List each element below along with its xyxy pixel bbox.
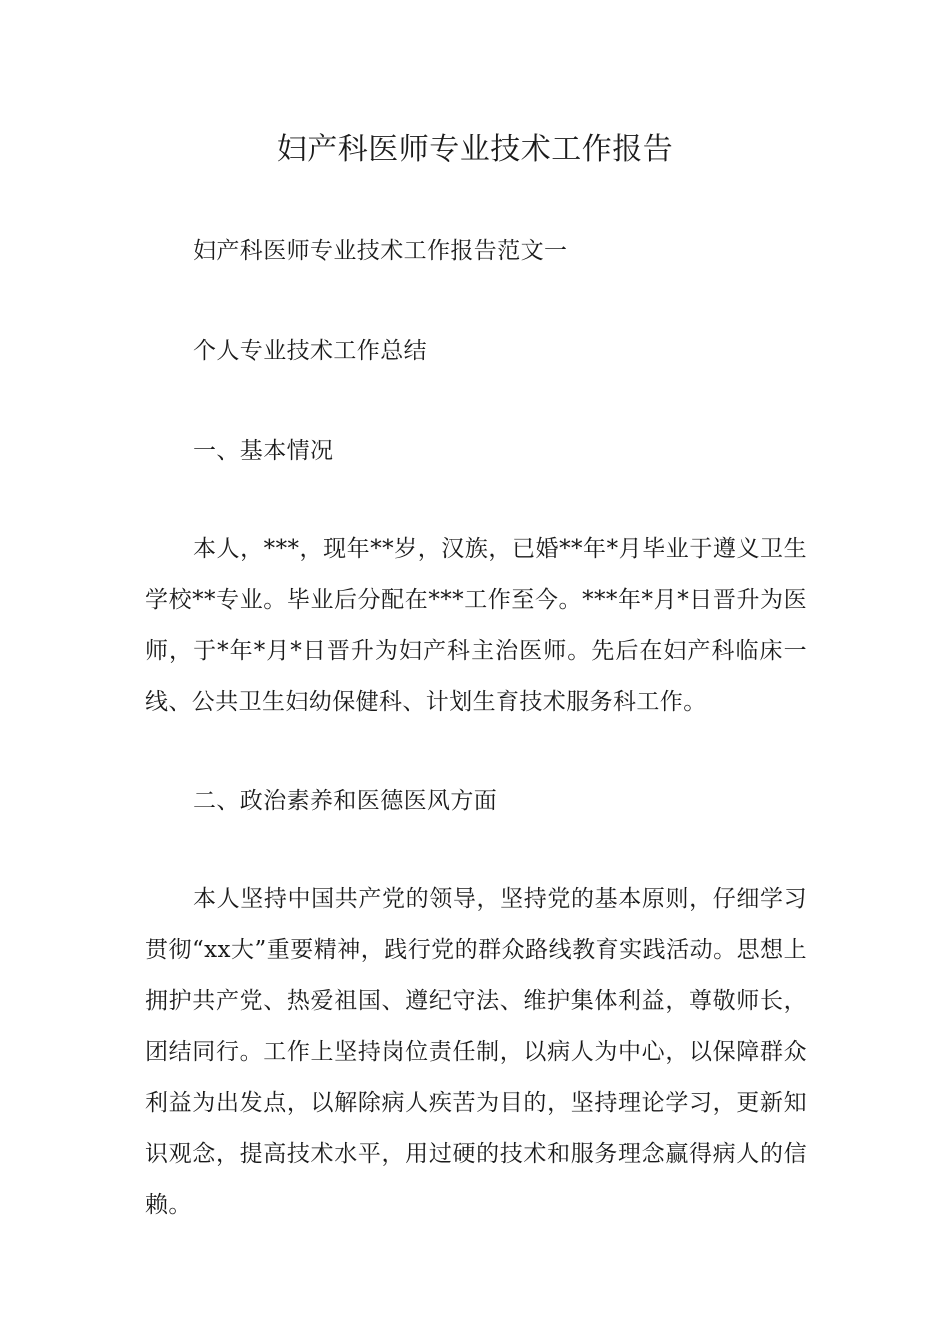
summary-heading: 个人专业技术工作总结 [193, 338, 427, 364]
document-subtitle: 妇产科医师专业技术工作报告范文一 [193, 238, 568, 264]
section-paragraph-basic-info: 本人，***，现年**岁，汉族，已婚**年*月毕业于遵义卫生学校**专业。毕业后分配在***工作至今。***年*月*日晋升为医师，于*年*月*日晋升为妇产科主治医师。先后在妇产科临床一线、公共卫生妇幼保健科、计划生育技术服务科工作。 [145, 536, 807, 715]
section-heading-basic-info: 一、基本情况 [193, 438, 334, 464]
document-title: 妇产科医师专业技术工作报告 [276, 132, 674, 167]
section-paragraph-political-ethics: 本人坚持中国共产党的领导，坚持党的基本原则，仔细学习贯彻“xx大”重要精神，践行党的群众路线教育实践活动。思想上拥护共产党、热爱祖国、遵纪守法、维护集体利益，尊敬师长，团结同行。工作上坚持岗位责任制，以病人为中心，以保障群众利益为出发点，以解除病人疾苦为目的，坚持理论学习，更新知识观念，提高技术水平，用过硬的技术和服务理念赢得病人的信赖。 [145, 886, 807, 1218]
section-heading-political-ethics: 二、政治素养和医德医风方面 [193, 788, 498, 814]
